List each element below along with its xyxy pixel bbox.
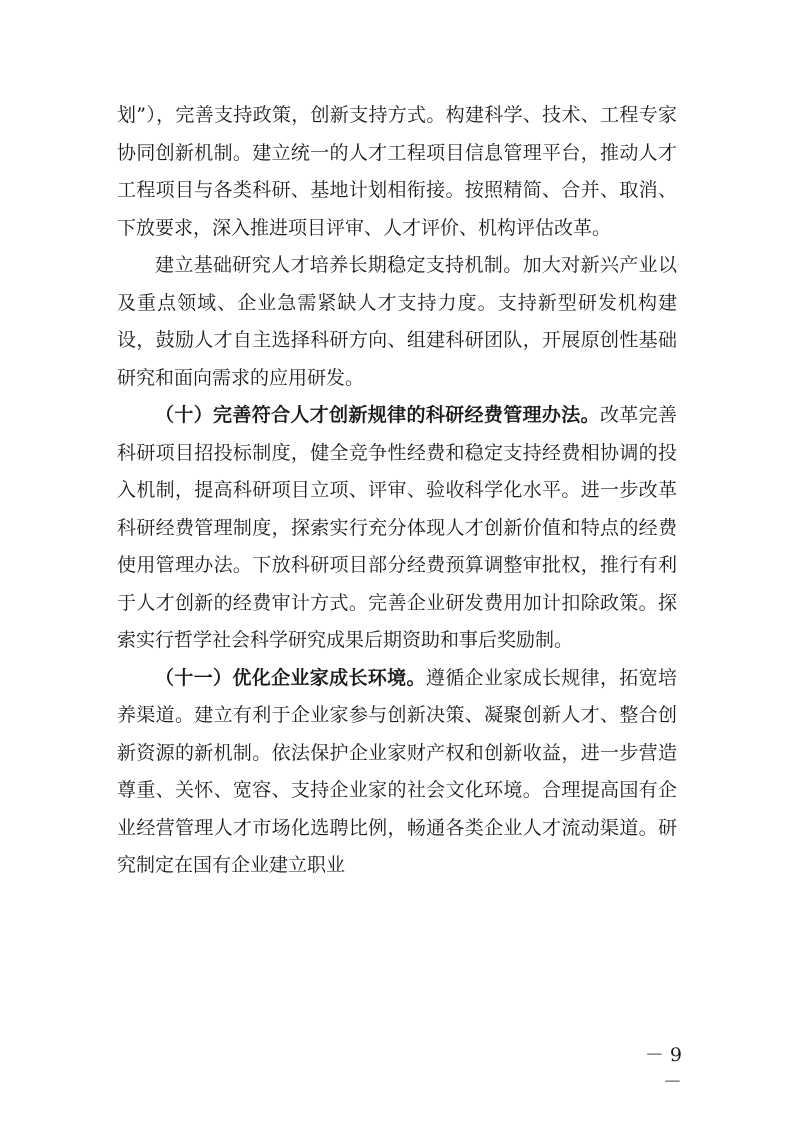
paragraph-3 [117,397,677,660]
paragraph-3-text: 改革完善科研项目招投标制度，健全竞争性经费和稳定支持经费相协调的投入机制，提高科研项目立项、评审、验收科学化水平。进一步改革科研经费管理制度，探索实行充分体现人才创新价值和特点的经费使用管理办法。下放科研项目部分经费预算调整审批权，推行有利于人才创新的经费审计方式。完善企业研发费用加计扣除政策。探索实行哲学社会科学研究成果后期资助和事后奖励制。 [117,404,677,651]
page-number: － 9 － [644,1044,682,1093]
paragraph-4 [117,660,677,885]
section-heading-11: （十一）优化企业家成长环境。 [155,666,426,689]
section-heading-10: （十）完善符合人才创新规律的科研经费管理办法。 [155,404,600,426]
paragraph-2 [117,247,677,397]
paragraph-4-text: 遵循企业家成长规律，拓宽培养渠道。建立有利于企业家参与创新决策、凝聚创新人才、整合创新资源的新机制。依法保护企业家财产权和创新收益，进一步营造尊重、关怀、宽容、支持企业家的社会文化环境。合理提高国有企业经营管理人才市场化选聘比例，畅通各类企业人才流动渠道。研究制定在国有企业建立职业 [117,666,677,876]
paragraph-1 [117,97,677,247]
paragraph-2-text: 建立基础研究人才培养长期稳定支持机制。加大对新兴产业以及重点领域、企业急需紧缺人才支持力度。支持新型研发机构建设，鼓励人才自主选择科研方向、组建科研团队，开展原创性基础研究和面向需求的应用研发。 [117,254,677,389]
document-body [117,97,677,885]
paragraph-1-text: 划”），完善支持政策，创新支持方式。构建科学、技术、工程专家协同创新机制。建立统一的人才工程项目信息管理平台，推动人才工程项目与各类科研、基地计划相衔接。按照精简、合并、取消、下放要求，深入推进项目评审、人才评价、机构评估改革。 [117,104,677,239]
